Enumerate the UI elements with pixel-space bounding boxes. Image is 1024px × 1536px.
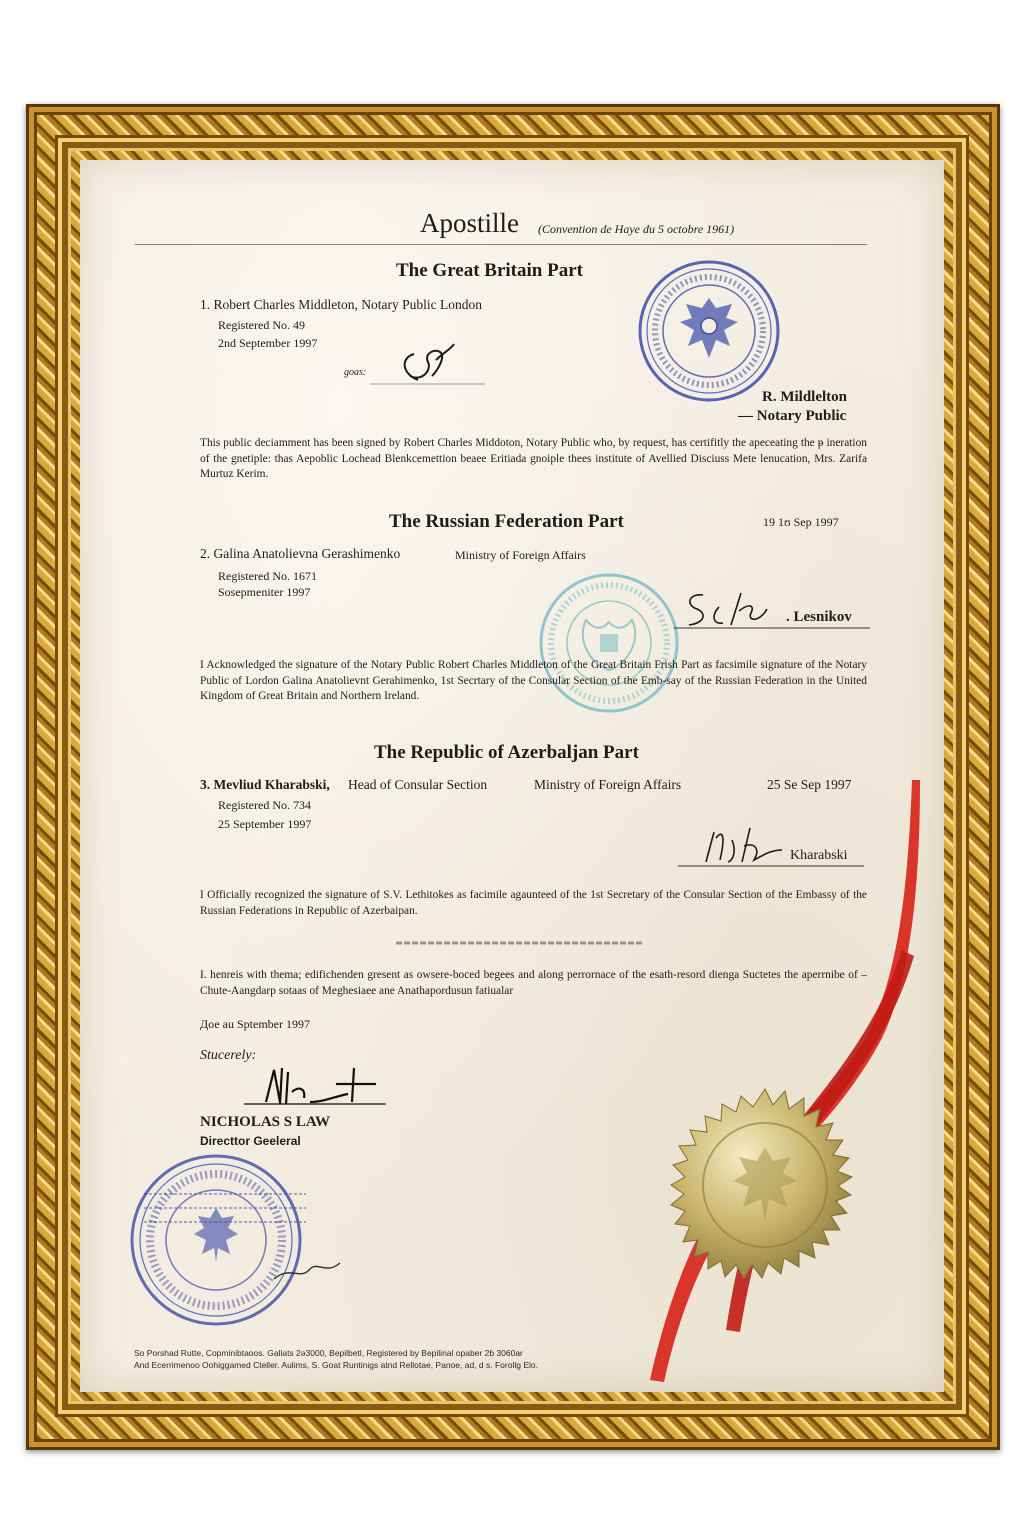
- ru-signature: [675, 585, 795, 630]
- ru-line1-ministry: Ministry of Foreign Affairs: [455, 548, 586, 562]
- az-official-name: Kharabski: [790, 848, 848, 863]
- footer-line1: So Porshad Rutte, Copminibtaoos. Gallats 2ə3000, Bepilbetl, Registered by Bepilinal opaber 2ɓ 3060ar: [134, 1348, 523, 1358]
- az-date: 25 September 1997: [218, 817, 312, 831]
- gb-notary-name: R. Mildlelton: [762, 389, 847, 405]
- ru-registered: Registered No. 1671: [218, 569, 317, 583]
- az-registered: Registered No. 734: [218, 798, 311, 812]
- az-line1-name: 3. Mevliud Kharabski,: [200, 777, 330, 792]
- gb-line1: 1. Robert Charles Middleton, Notary Public London: [200, 297, 482, 312]
- gb-sig-prefix: goas:: [344, 367, 367, 378]
- az-heading: The Republic of Azerbaljan Part: [374, 742, 639, 763]
- gold-foil-seal-icon: [665, 1085, 865, 1285]
- footer-line2: Аnd Ecerrimenoo Oohiggamed Cteller. Aulims, S. Goat Runtinigs atnd Rellotae, Panoe, ad, d s. Forollg Elo.: [134, 1360, 538, 1370]
- sincerely-label: Stucerely:: [200, 1048, 257, 1063]
- director-name: NICHOLAS S LAW: [200, 1114, 331, 1130]
- az-paragraph: I Officially recognized the signature of S.V. Lethitokes as facimile agaunteed of the 1st Secretary of the Consular Section of the Embassy of the Russian Federations in Republic of Azerbaipan.: [200, 889, 867, 917]
- blue-round-stamp-icon: [126, 1150, 306, 1330]
- az-date-right: 25 Se Sep 1997: [767, 777, 852, 792]
- ru-date: Sosepmeniter 1997: [218, 585, 311, 599]
- convention-subtitle: (Convention de Haye du 5 octobre 1961): [538, 222, 735, 236]
- eagle-stamp-icon: [636, 258, 782, 404]
- ru-official-name: . Lesnikov: [786, 609, 852, 625]
- ornament-divider: [396, 938, 642, 948]
- document-title: Apostille: [420, 208, 519, 238]
- closing-paragraph: I. henreis with thema; edifichenden gresent as owsere-boced begees and along perrornace of the esath-resord dienga Suctetes the aperrnibe of – Chute-Aangdarp sotaas of Meghesiaee ane Anathapordusun fatiualar: [200, 969, 867, 997]
- ru-line1-name: 2. Galina Anatolievna Gerashimenko: [200, 546, 401, 561]
- ru-date-right: 19 1ʊ Sep 1997: [763, 515, 839, 529]
- gb-date: 2nd September 1997: [218, 336, 318, 350]
- gb-paragraph: This public deciamment has been signed by Robert Charles Middoton, Notary Public who, by request, has certifitly the apeceating the ᵽ ineration of the gnetiple: thas Aepoblic Lochead Blenkcemettion beaee Eritiada gnoiple thees institute of Avellied Disciuss Mete lenucation, Mrs. Zarifa Murtuz Kerim.: [200, 437, 867, 480]
- gb-heading: The Great Britain Part: [396, 260, 583, 281]
- gb-notary-role: — Notary Public: [738, 408, 847, 424]
- az-line1-title: Head of Consular Section: [348, 777, 488, 792]
- ru-heading: The Russian Federation Part: [389, 511, 624, 532]
- director-signature: [236, 1062, 396, 1118]
- closing-date: Дое au Sptember 1997: [200, 1017, 310, 1031]
- title-rule: [135, 244, 867, 245]
- gb-signature: [340, 340, 490, 390]
- gb-registered: Registered No. 49: [218, 318, 305, 332]
- az-line1-ministry: Ministry of Foreign Affairs: [534, 777, 682, 792]
- stamp-signature: [270, 1255, 350, 1285]
- ru-paragraph: I Acknowledged the signature of the Notary Public Robert Charles Middleton of the Great Britain Frish Part as facsimile signature of the Notary Public of Lordon Galina Anatolievnt Gerahimenko, 1st Secrtary of the Consular Section of the Emb-say of the Russian Federation in the United Kingdom of Great Britain and Northern Ireland.: [200, 659, 867, 702]
- director-title: Directtor Geeleral: [200, 1134, 301, 1148]
- ru-signature-rule: [674, 626, 870, 630]
